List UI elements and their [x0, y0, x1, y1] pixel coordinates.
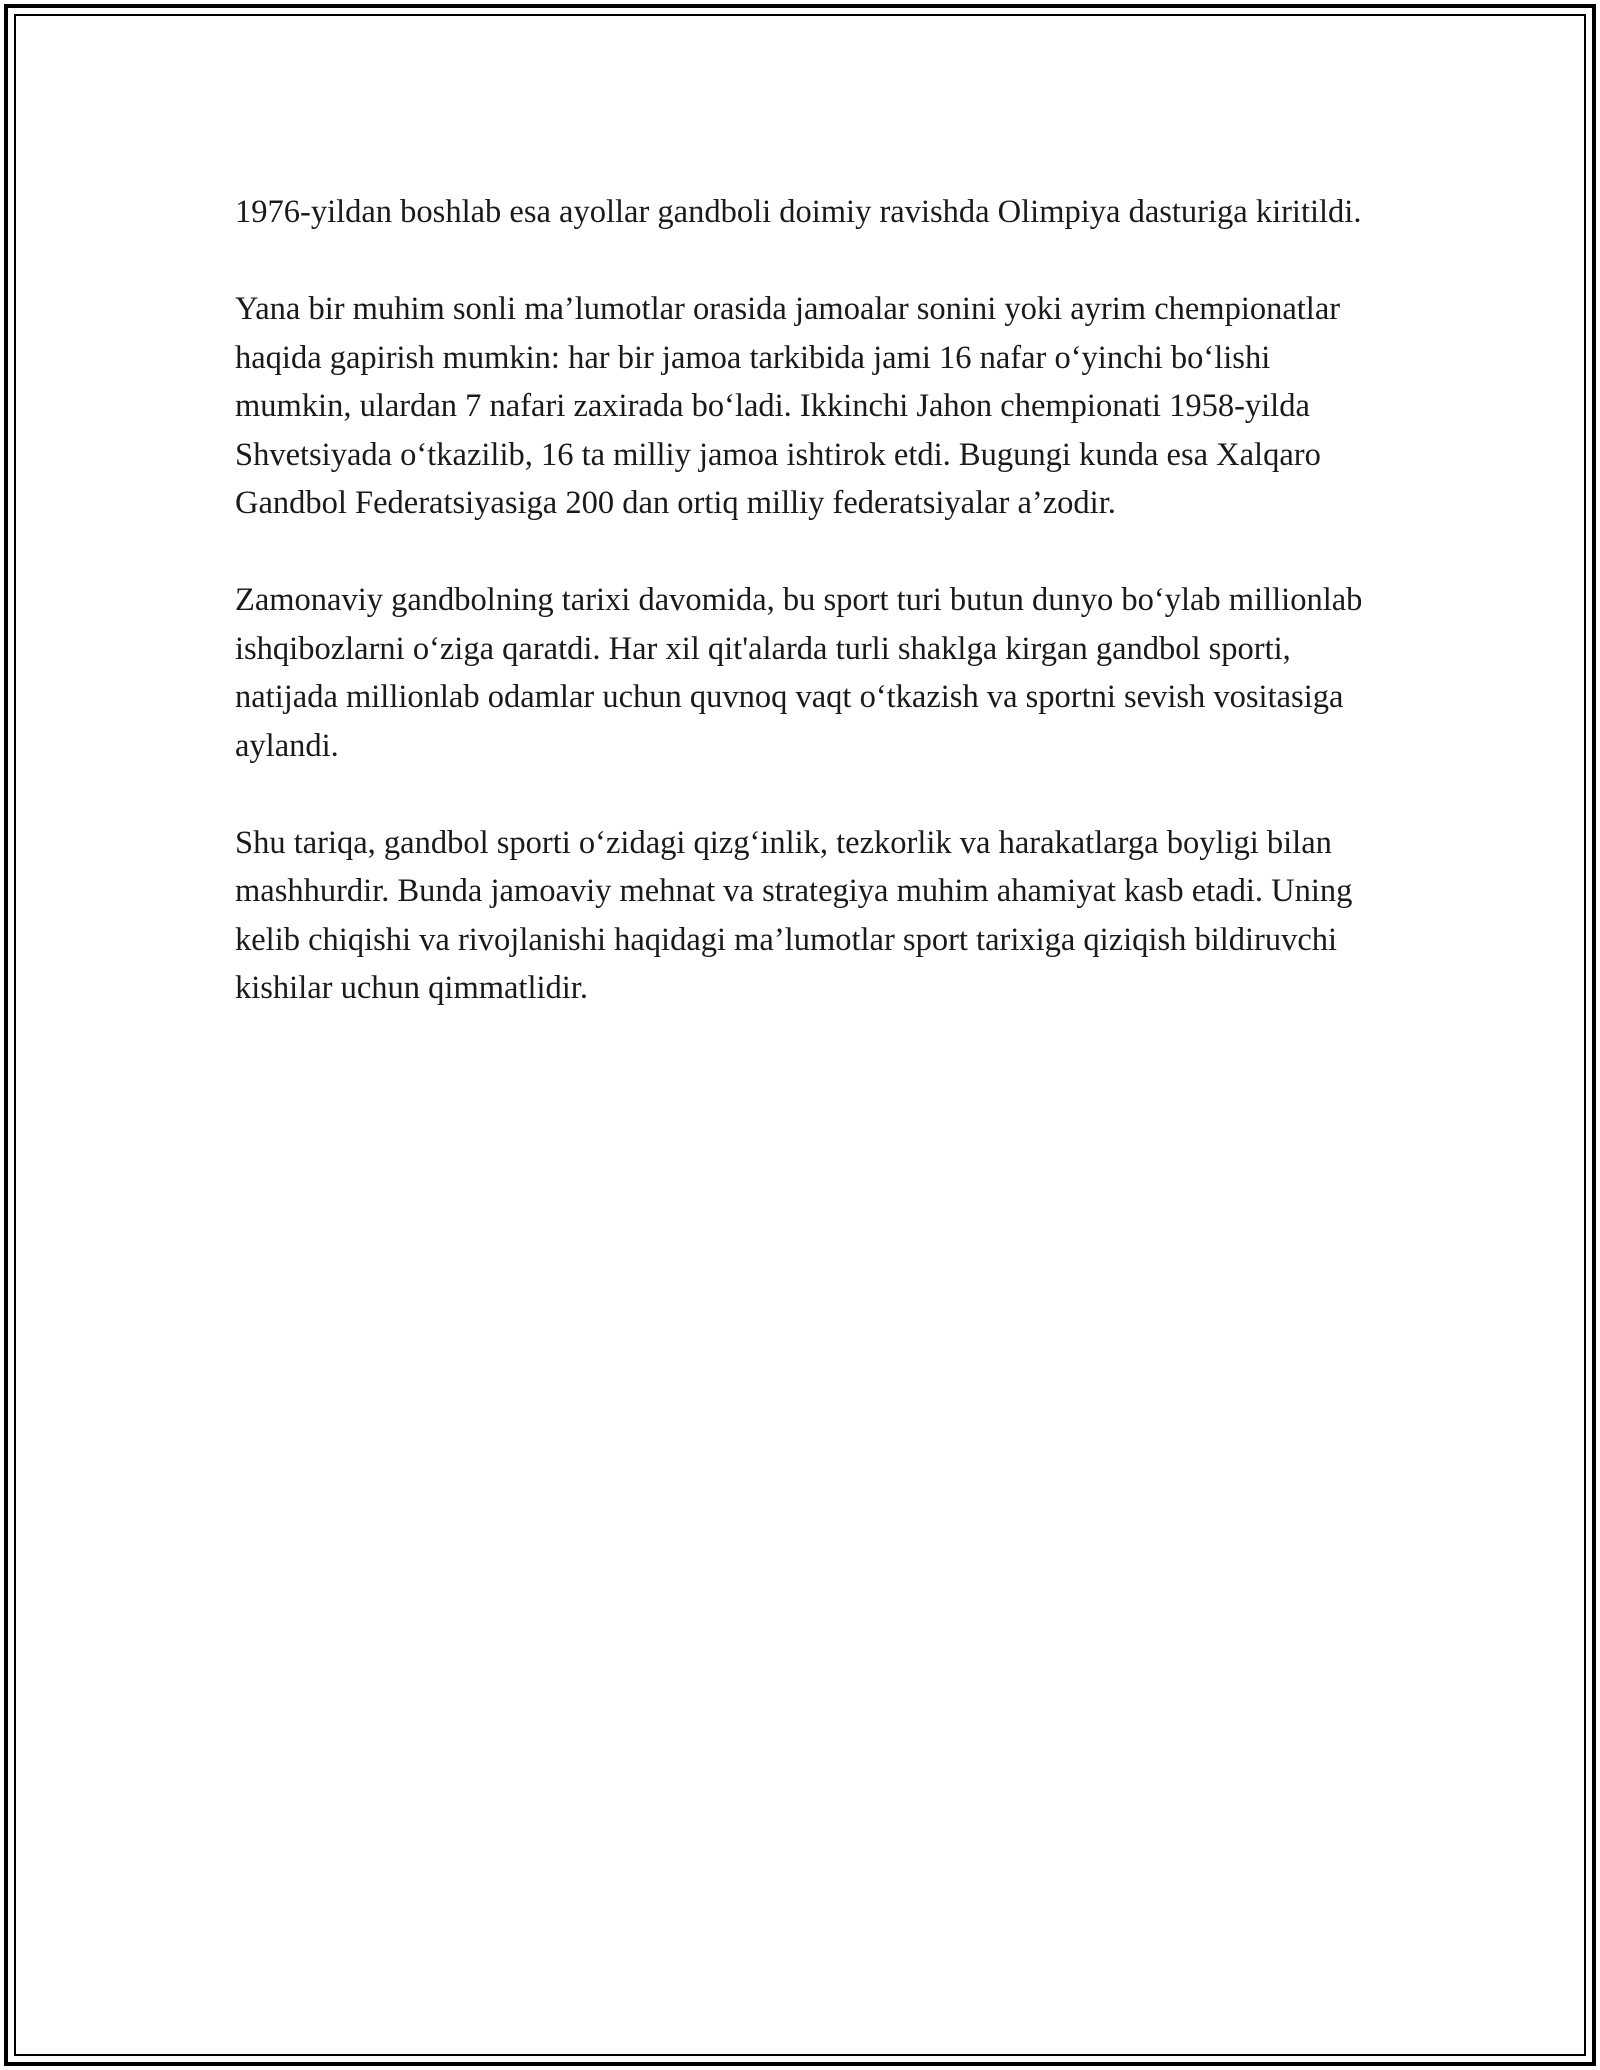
paragraph-conclusion: Shu tariqa, gandbol sporti o‘zidagi qizg‘inlik, tezkorlik va harakatlarga boyligi bilan mashhurdir. Bunda jamoaviy mehnat va strategiya muhim ahamiyat kasb etadi. Uning kelib chiqishi va rivojlanishi haqidagi ma’lumotlar sport tarixiga qiziqish bildiruvchi kishilar uchun qimmatlidir. — [235, 824, 1353, 1006]
paragraph-popularity: Zamonaviy gandbolning tarixi davomida, bu sport turi butun dunyo bo‘ylab millionlab ishqibozlarni o‘ziga qaratdi. Har xil qit'alarda turli shaklga kirgan gandbol sporti, natijada millionlab odamlar uchun quvnoq vaqt o‘tkazish va sportni sevish vositasiga aylandi. — [235, 582, 1363, 764]
paragraph-olympics: 1976-yildan boshlab esa ayollar gandboli doimiy ravishda Olimpiya dasturiga kiritildi. — [235, 194, 1362, 230]
paragraph-statistics: Yana bir muhim sonli ma’lumotlar orasida jamoalar sonini yoki ayrim chempionatlar haqida gapirish mumkin: har bir jamoa tarkibida jami 16 nafar o‘yinchi bo‘lishi mumkin, ulardan 7 nafari zaxirada bo‘ladi. Ikkinchi Jahon chempionati 1958-yilda Shvetsiyada o‘tkazilib, 16 ta milliy jamoa ishtirok etdi. Bugungi kunda esa Xalqaro Gandbol Federatsiyasiga 200 dan ortiq milliy federatsiyalar a’zodir. — [235, 291, 1341, 521]
document-body — [235, 188, 1375, 1061]
